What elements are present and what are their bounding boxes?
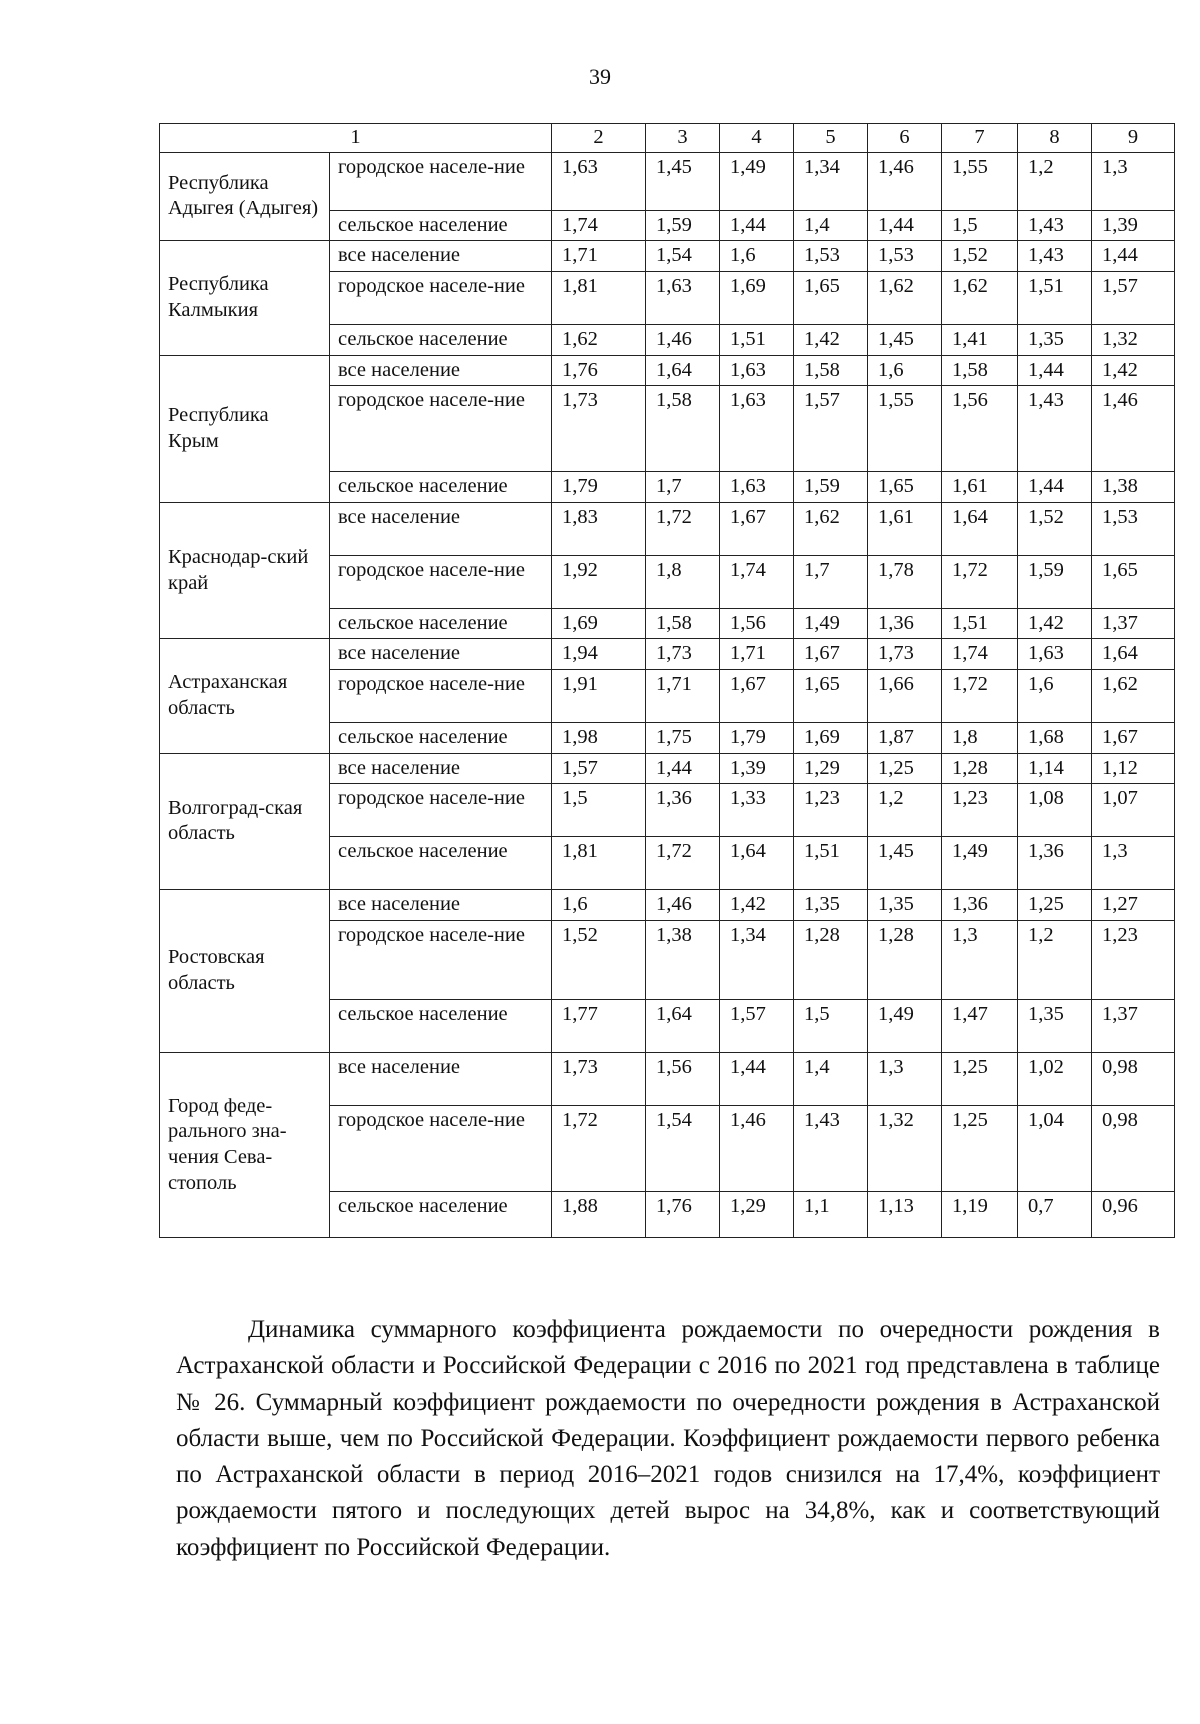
table-body — [160, 152, 1175, 1237]
table-header-row — [160, 124, 1175, 153]
value-cell: 1,12 — [1092, 753, 1175, 784]
column-header: 9 — [1092, 124, 1175, 153]
table-row — [160, 241, 1175, 272]
value-cell: 1,49 — [942, 837, 1018, 890]
value-cell: 1,25 — [942, 1105, 1018, 1191]
value-cell: 1,61 — [868, 502, 942, 555]
value-cell: 1,63 — [552, 152, 646, 210]
column-header: 7 — [942, 124, 1018, 153]
table-row — [160, 152, 1175, 210]
value-cell: 1,64 — [720, 837, 794, 890]
population-type-cell: сельское население — [330, 999, 552, 1052]
value-cell: 1,73 — [552, 1052, 646, 1105]
value-cell: 1,42 — [1092, 355, 1175, 386]
value-cell: 1,71 — [646, 670, 720, 723]
value-cell: 1,5 — [552, 784, 646, 837]
value-cell: 1,45 — [868, 324, 942, 355]
value-cell: 1,07 — [1092, 784, 1175, 837]
value-cell: 1,35 — [1018, 324, 1092, 355]
population-type-cell: городское населе-ние — [330, 784, 552, 837]
value-cell: 1,49 — [720, 152, 794, 210]
value-cell: 1,62 — [552, 324, 646, 355]
value-cell: 1,36 — [868, 608, 942, 639]
value-cell: 1,51 — [794, 837, 868, 890]
value-cell: 1,72 — [942, 555, 1018, 608]
value-cell: 1,35 — [868, 890, 942, 921]
value-cell: 1,1 — [794, 1191, 868, 1237]
value-cell: 1,6 — [720, 241, 794, 272]
value-cell: 1,37 — [1092, 608, 1175, 639]
value-cell: 1,44 — [720, 1052, 794, 1105]
value-cell: 1,64 — [1092, 639, 1175, 670]
value-cell: 1,46 — [646, 890, 720, 921]
value-cell: 1,54 — [646, 1105, 720, 1191]
population-type-cell: городское населе-ние — [330, 152, 552, 210]
value-cell: 1,74 — [720, 555, 794, 608]
value-cell: 1,65 — [868, 472, 942, 503]
value-cell: 1,55 — [942, 152, 1018, 210]
value-cell: 1,43 — [1018, 241, 1092, 272]
value-cell: 1,8 — [646, 555, 720, 608]
value-cell: 1,55 — [868, 386, 942, 472]
value-cell: 1,53 — [868, 241, 942, 272]
value-cell: 1,66 — [868, 670, 942, 723]
value-cell: 1,5 — [942, 210, 1018, 241]
value-cell: 1,81 — [552, 837, 646, 890]
value-cell: 1,65 — [794, 670, 868, 723]
population-type-cell: сельское население — [330, 608, 552, 639]
population-type-cell: сельское население — [330, 472, 552, 503]
value-cell: 1,34 — [794, 152, 868, 210]
value-cell: 1,33 — [720, 784, 794, 837]
value-cell: 1,67 — [720, 502, 794, 555]
population-type-cell: сельское население — [330, 723, 552, 754]
value-cell: 1,4 — [794, 210, 868, 241]
value-cell: 1,73 — [646, 639, 720, 670]
value-cell: 1,91 — [552, 670, 646, 723]
value-cell: 1,59 — [794, 472, 868, 503]
value-cell: 1,27 — [1092, 890, 1175, 921]
value-cell: 1,32 — [1092, 324, 1175, 355]
value-cell: 1,59 — [1018, 555, 1092, 608]
population-type-cell: городское населе-ние — [330, 555, 552, 608]
region-cell: Республика Крым — [160, 355, 330, 502]
value-cell: 1,46 — [646, 324, 720, 355]
value-cell: 1,61 — [942, 472, 1018, 503]
value-cell: 1,42 — [720, 890, 794, 921]
value-cell: 1,54 — [646, 241, 720, 272]
region-cell: Город феде-рального зна-чения Сева-стополь — [160, 1052, 330, 1237]
region-cell: Волгоград-ская область — [160, 753, 330, 890]
table-row — [160, 890, 1175, 921]
value-cell: 1,87 — [868, 723, 942, 754]
population-type-cell: городское населе-ние — [330, 386, 552, 472]
value-cell: 1,41 — [942, 324, 1018, 355]
page-number: 39 — [589, 64, 611, 89]
population-type-cell: все население — [330, 241, 552, 272]
value-cell: 1,36 — [646, 784, 720, 837]
value-cell: 1,8 — [942, 723, 1018, 754]
value-cell: 1,59 — [646, 210, 720, 241]
region-cell: Астраханская область — [160, 639, 330, 753]
value-cell: 1,51 — [1018, 271, 1092, 324]
population-type-cell: все население — [330, 355, 552, 386]
value-cell: 1,39 — [1092, 210, 1175, 241]
value-cell: 1,44 — [868, 210, 942, 241]
value-cell: 1,79 — [720, 723, 794, 754]
value-cell: 1,29 — [720, 1191, 794, 1237]
region-cell: Краснодар-ский край — [160, 502, 330, 639]
value-cell: 1,7 — [646, 472, 720, 503]
value-cell: 1,56 — [942, 386, 1018, 472]
value-cell: 1,49 — [794, 608, 868, 639]
value-cell: 1,57 — [552, 753, 646, 784]
value-cell: 1,37 — [1092, 999, 1175, 1052]
value-cell: 1,74 — [942, 639, 1018, 670]
value-cell: 1,44 — [1092, 241, 1175, 272]
population-type-cell: сельское население — [330, 210, 552, 241]
fertility-table — [159, 123, 1175, 1238]
value-cell: 1,2 — [1018, 152, 1092, 210]
population-type-cell: городское населе-ние — [330, 670, 552, 723]
value-cell: 1,34 — [720, 920, 794, 999]
value-cell: 1,64 — [942, 502, 1018, 555]
value-cell: 0,98 — [1092, 1105, 1175, 1191]
value-cell: 1,79 — [552, 472, 646, 503]
region-cell: Ростовская область — [160, 890, 330, 1053]
column-header: 8 — [1018, 124, 1092, 153]
value-cell: 1,29 — [794, 753, 868, 784]
value-cell: 1,56 — [646, 1052, 720, 1105]
value-cell: 1,14 — [1018, 753, 1092, 784]
value-cell: 1,77 — [552, 999, 646, 1052]
value-cell: 1,36 — [942, 890, 1018, 921]
value-cell: 1,3 — [942, 920, 1018, 999]
value-cell: 1,67 — [794, 639, 868, 670]
value-cell: 1,63 — [720, 472, 794, 503]
value-cell: 1,43 — [1018, 210, 1092, 241]
table-row — [160, 502, 1175, 555]
value-cell: 1,04 — [1018, 1105, 1092, 1191]
value-cell: 1,3 — [1092, 152, 1175, 210]
population-type-cell: все население — [330, 753, 552, 784]
value-cell: 1,57 — [1092, 271, 1175, 324]
value-cell: 1,78 — [868, 555, 942, 608]
value-cell: 1,45 — [646, 152, 720, 210]
population-type-cell: сельское население — [330, 324, 552, 355]
value-cell: 1,44 — [720, 210, 794, 241]
value-cell: 1,5 — [794, 999, 868, 1052]
value-cell: 1,62 — [794, 502, 868, 555]
column-header: 6 — [868, 124, 942, 153]
value-cell: 1,32 — [868, 1105, 942, 1191]
value-cell: 1,23 — [794, 784, 868, 837]
value-cell: 1,67 — [1092, 723, 1175, 754]
value-cell: 1,72 — [552, 1105, 646, 1191]
column-header: 4 — [720, 124, 794, 153]
column-header: 2 — [552, 124, 646, 153]
value-cell: 1,44 — [646, 753, 720, 784]
value-cell: 1,6 — [552, 890, 646, 921]
population-type-cell: все население — [330, 502, 552, 555]
region-cell: Республика Калмыкия — [160, 241, 330, 355]
value-cell: 1,4 — [794, 1052, 868, 1105]
value-cell: 1,53 — [1092, 502, 1175, 555]
column-header: 3 — [646, 124, 720, 153]
value-cell: 1,83 — [552, 502, 646, 555]
value-cell: 1,65 — [794, 271, 868, 324]
value-cell: 1,35 — [1018, 999, 1092, 1052]
value-cell: 1,65 — [1092, 555, 1175, 608]
value-cell: 1,38 — [646, 920, 720, 999]
value-cell: 1,58 — [942, 355, 1018, 386]
value-cell: 1,23 — [1092, 920, 1175, 999]
value-cell: 1,52 — [552, 920, 646, 999]
value-cell: 1,2 — [1018, 920, 1092, 999]
value-cell: 1,72 — [646, 837, 720, 890]
table-row — [160, 639, 1175, 670]
population-type-cell: все население — [330, 639, 552, 670]
value-cell: 1,25 — [942, 1052, 1018, 1105]
value-cell: 1,75 — [646, 723, 720, 754]
value-cell: 1,62 — [942, 271, 1018, 324]
value-cell: 1,43 — [1018, 386, 1092, 472]
column-header: 5 — [794, 124, 868, 153]
value-cell: 1,71 — [720, 639, 794, 670]
value-cell: 1,63 — [646, 271, 720, 324]
value-cell: 1,63 — [720, 355, 794, 386]
value-cell: 1,53 — [794, 241, 868, 272]
population-type-cell: все население — [330, 1052, 552, 1105]
value-cell: 1,49 — [868, 999, 942, 1052]
table-row — [160, 355, 1175, 386]
value-cell: 1,36 — [1018, 837, 1092, 890]
value-cell: 1,81 — [552, 271, 646, 324]
value-cell: 1,92 — [552, 555, 646, 608]
value-cell: 1,46 — [1092, 386, 1175, 472]
value-cell: 1,44 — [1018, 472, 1092, 503]
value-cell: 1,64 — [646, 355, 720, 386]
value-cell: 1,73 — [552, 386, 646, 472]
value-cell: 1,76 — [552, 355, 646, 386]
table-row — [160, 1052, 1175, 1105]
value-cell: 1,28 — [868, 920, 942, 999]
population-type-cell: городское населе-ние — [330, 1105, 552, 1191]
value-cell: 1,46 — [868, 152, 942, 210]
value-cell: 1,45 — [868, 837, 942, 890]
value-cell: 0,98 — [1092, 1052, 1175, 1105]
value-cell: 1,13 — [868, 1191, 942, 1237]
value-cell: 1,42 — [1018, 608, 1092, 639]
value-cell: 1,02 — [1018, 1052, 1092, 1105]
value-cell: 1,3 — [1092, 837, 1175, 890]
value-cell: 1,52 — [942, 241, 1018, 272]
value-cell: 1,3 — [868, 1052, 942, 1105]
value-cell: 1,58 — [646, 386, 720, 472]
population-type-cell: сельское население — [330, 1191, 552, 1237]
value-cell: 1,47 — [942, 999, 1018, 1052]
value-cell: 1,63 — [720, 386, 794, 472]
value-cell: 1,57 — [794, 386, 868, 472]
value-cell: 1,71 — [552, 241, 646, 272]
value-cell: 1,51 — [720, 324, 794, 355]
value-cell: 1,58 — [794, 355, 868, 386]
value-cell: 1,46 — [720, 1105, 794, 1191]
value-cell: 1,94 — [552, 639, 646, 670]
value-cell: 1,62 — [1092, 670, 1175, 723]
value-cell: 1,69 — [552, 608, 646, 639]
value-cell: 1,56 — [720, 608, 794, 639]
body-paragraph: Динамика суммарного коэффициента рождаемости по очередности рождения в Астраханской области и Российской Федерации с 2016 по 2021 год представлена в таблице № 26. Суммарный коэффициент рождаемости по очередности рождения в Астраханской области выше, чем по Российской Федерации. Коэффициент рождаемости первого ребенка по Астраханской области в период 2016–2021 годов снизился на 17,4%, коэффициент рождаемости пятого и последующих детей вырос на 34,8%, как и соответствующий коэффициент по Российской Федерации. — [176, 1316, 1160, 1561]
value-cell: 1,98 — [552, 723, 646, 754]
value-cell: 1,08 — [1018, 784, 1092, 837]
value-cell: 1,76 — [646, 1191, 720, 1237]
value-cell: 1,6 — [868, 355, 942, 386]
value-cell: 0,96 — [1092, 1191, 1175, 1237]
value-cell: 1,74 — [552, 210, 646, 241]
value-cell: 1,73 — [868, 639, 942, 670]
value-cell: 1,25 — [868, 753, 942, 784]
value-cell: 1,7 — [794, 555, 868, 608]
value-cell: 1,88 — [552, 1191, 646, 1237]
value-cell: 1,42 — [794, 324, 868, 355]
value-cell: 1,62 — [868, 271, 942, 324]
value-cell: 1,52 — [1018, 502, 1092, 555]
region-cell: Республика Адыгея (Адыгея) — [160, 152, 330, 241]
value-cell: 1,25 — [1018, 890, 1092, 921]
value-cell: 1,28 — [942, 753, 1018, 784]
value-cell: 1,72 — [646, 502, 720, 555]
value-cell: 1,35 — [794, 890, 868, 921]
value-cell: 1,19 — [942, 1191, 1018, 1237]
value-cell: 1,44 — [1018, 355, 1092, 386]
value-cell: 1,64 — [646, 999, 720, 1052]
value-cell: 1,69 — [794, 723, 868, 754]
value-cell: 1,51 — [942, 608, 1018, 639]
population-type-cell: городское населе-ние — [330, 920, 552, 999]
value-cell: 1,39 — [720, 753, 794, 784]
value-cell: 1,72 — [942, 670, 1018, 723]
value-cell: 1,43 — [794, 1105, 868, 1191]
population-type-cell: все население — [330, 890, 552, 921]
value-cell: 1,23 — [942, 784, 1018, 837]
value-cell: 1,63 — [1018, 639, 1092, 670]
population-type-cell: сельское население — [330, 837, 552, 890]
value-cell: 1,67 — [720, 670, 794, 723]
value-cell: 1,58 — [646, 608, 720, 639]
table-row — [160, 753, 1175, 784]
column-header: 1 — [160, 124, 552, 153]
value-cell: 1,6 — [1018, 670, 1092, 723]
value-cell: 1,28 — [794, 920, 868, 999]
population-type-cell: городское населе-ние — [330, 271, 552, 324]
value-cell: 1,38 — [1092, 472, 1175, 503]
value-cell: 1,2 — [868, 784, 942, 837]
value-cell: 1,69 — [720, 271, 794, 324]
value-cell: 1,57 — [720, 999, 794, 1052]
value-cell: 0,7 — [1018, 1191, 1092, 1237]
value-cell: 1,68 — [1018, 723, 1092, 754]
